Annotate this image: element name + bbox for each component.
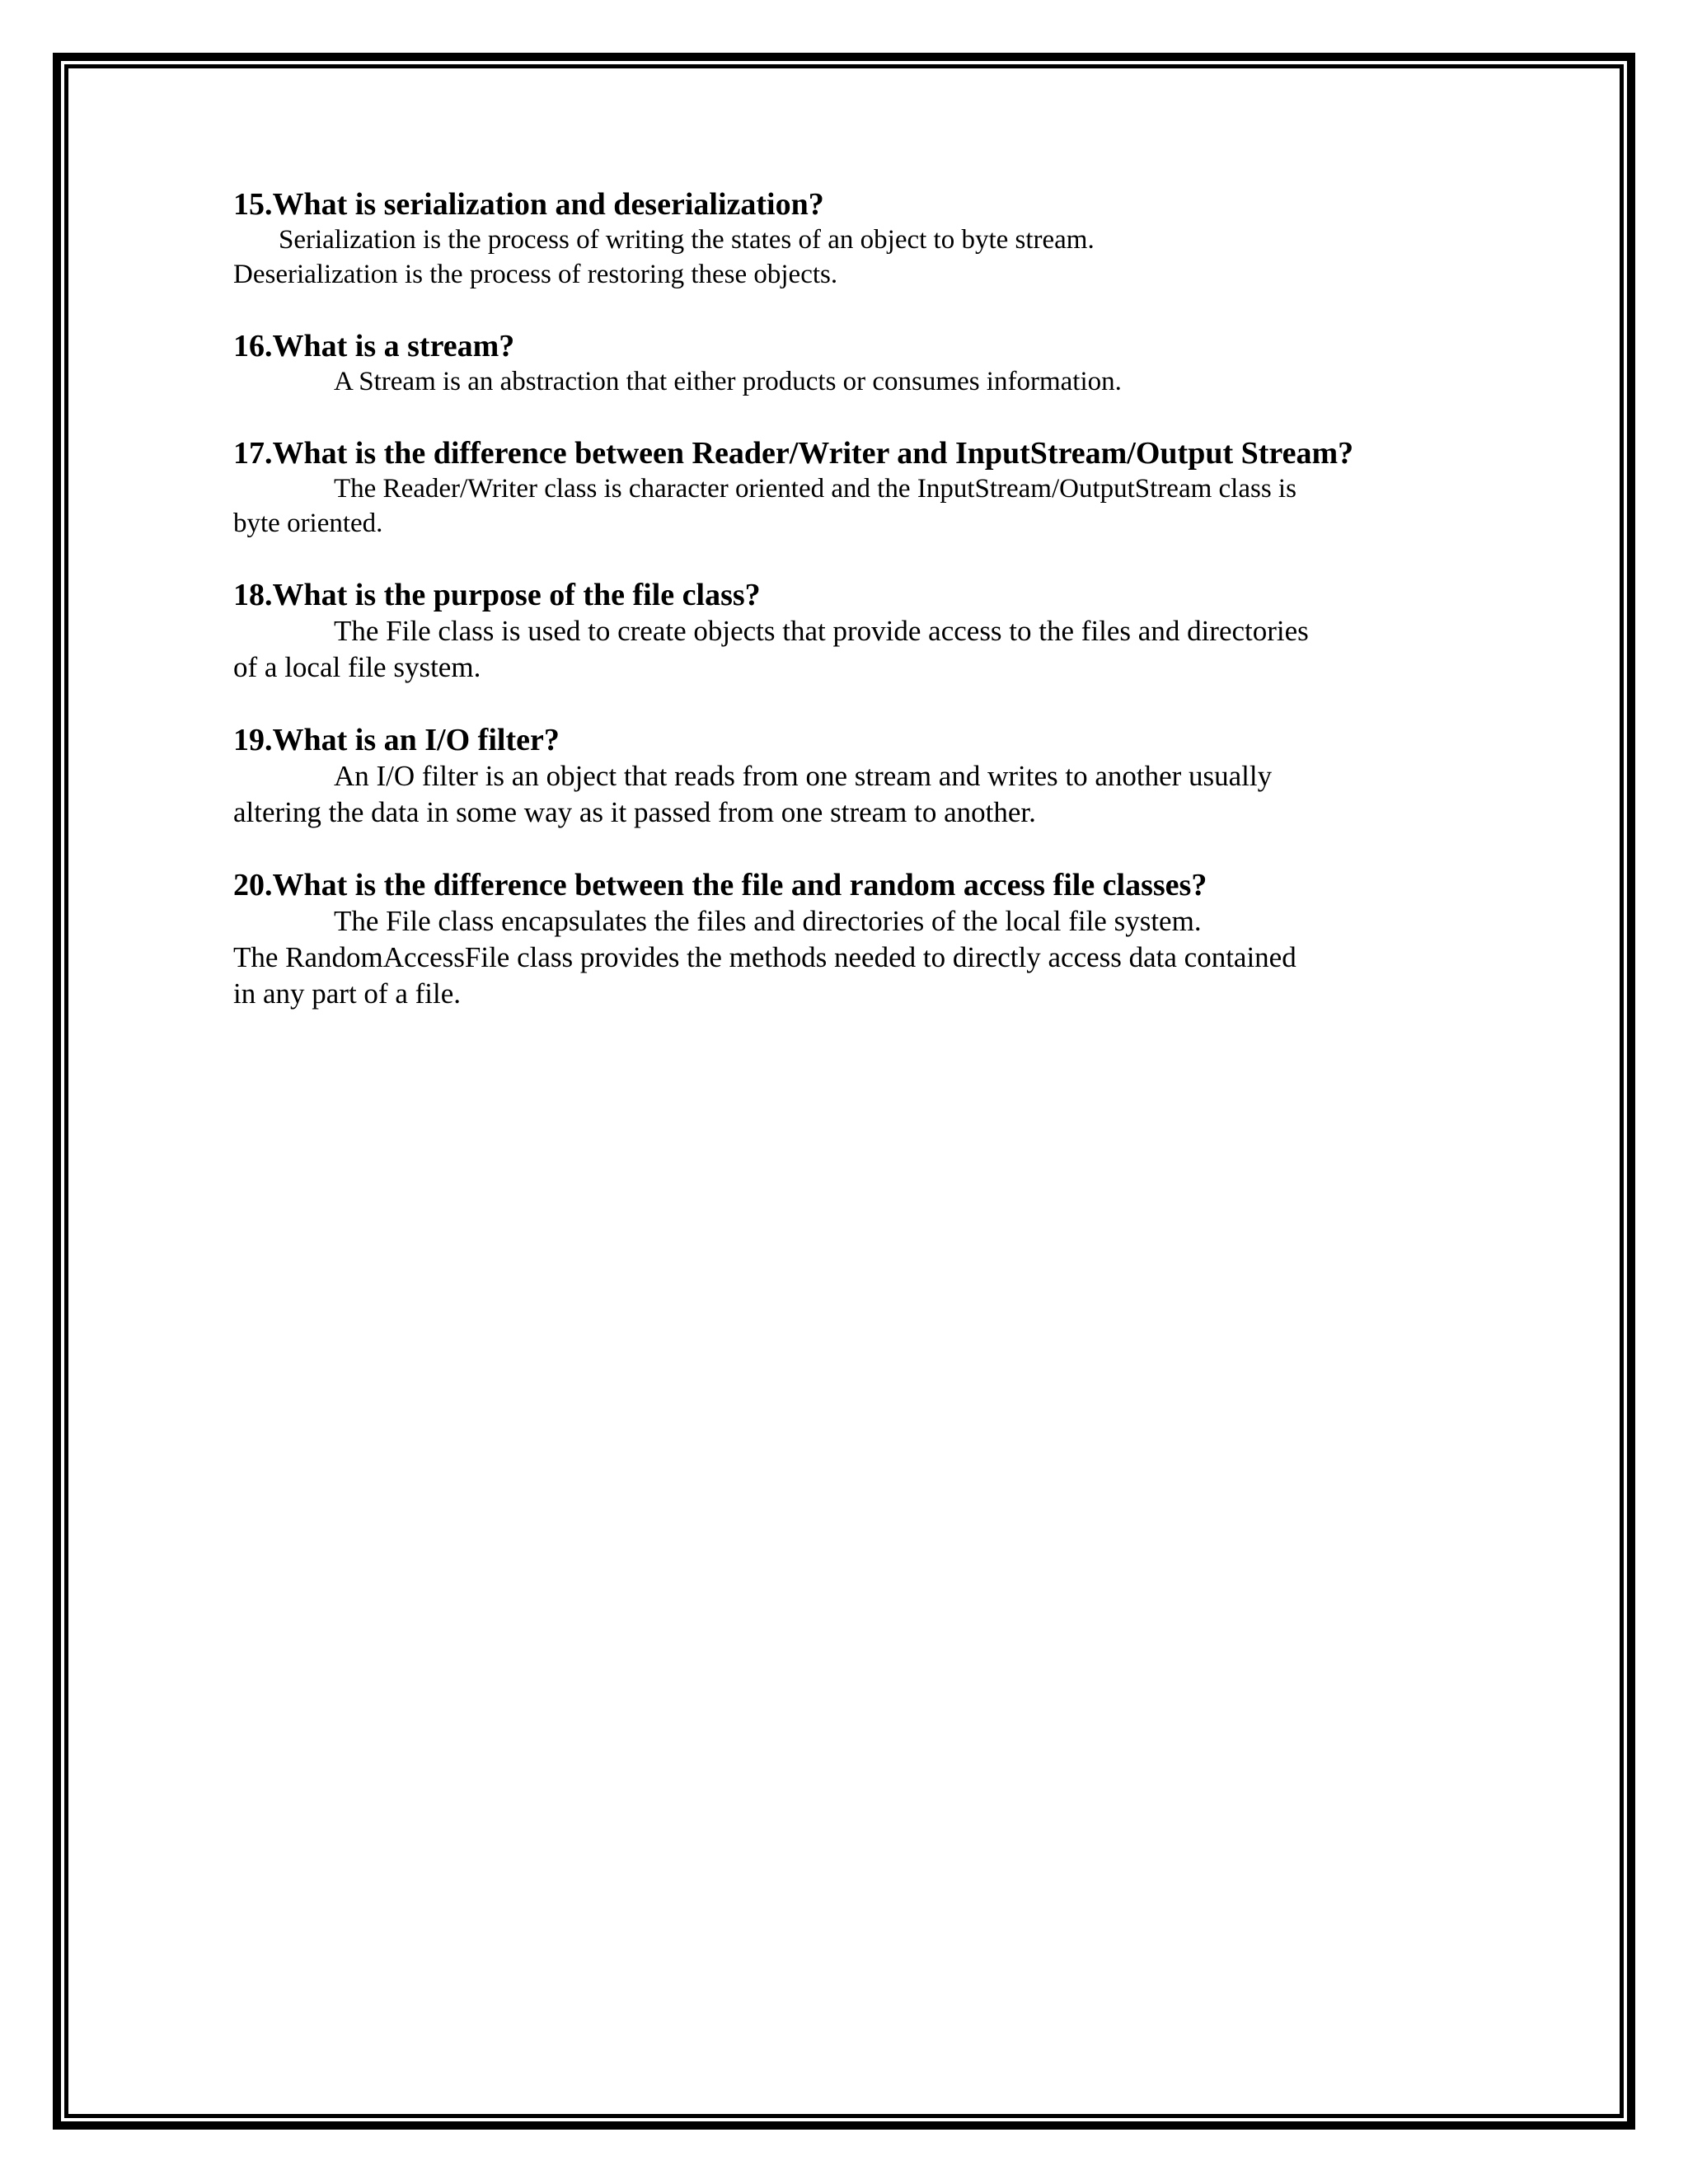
answer-line: A Stream is an abstraction that either products or consumes information.: [334, 367, 1122, 396]
answer-line: of a local file system.: [233, 651, 481, 683]
question-heading: 17.What is the difference between Reader/Writer and InputStream/Output Stream?: [233, 436, 1354, 471]
qa-item-18: [233, 577, 1470, 686]
answer-text: [233, 471, 1470, 506]
answer-text: [233, 940, 1470, 976]
answer-text: [233, 649, 1470, 686]
answer-text: [233, 613, 1470, 649]
question-heading: 20.What is the difference between the file and random access file classes?: [233, 868, 1207, 902]
answer-text: [233, 257, 1470, 292]
answer-line: byte oriented.: [233, 509, 383, 538]
question-heading: 18.What is the purpose of the file class?: [233, 578, 761, 612]
answer-text: [233, 794, 1470, 831]
answer-text: [233, 364, 1470, 399]
answer-line: The Reader/Writer class is character oriented and the InputStream/OutputStream class is: [334, 474, 1296, 504]
answer-line: The RandomAccessFile class provides the methods needed to directly access data contained: [233, 941, 1296, 973]
question-heading: 19.What is an I/O filter?: [233, 723, 560, 757]
answer-line: The File class is used to create objects that provide access to the files and directories: [334, 615, 1309, 647]
answer-line: in any part of a file.: [233, 977, 462, 1010]
answer-text: [233, 223, 1470, 257]
answer-text: [233, 976, 1470, 1012]
qa-item-19: [233, 722, 1470, 831]
answer-text: [233, 506, 1470, 541]
answer-line: altering the data in some way as it passed from one stream to another.: [233, 796, 1036, 828]
document-body: [233, 186, 1470, 1048]
answer-line: An I/O filter is an object that reads from one stream and writes to another usually: [334, 760, 1273, 792]
answer-line: Deserialization is the process of restoring these objects.: [233, 260, 838, 289]
answer-line: Serialization is the process of writing the states of an object to byte stream.: [279, 225, 1095, 255]
question-heading: 16.What is a stream?: [233, 329, 515, 363]
answer-text: [233, 903, 1470, 940]
qa-item-20: [233, 867, 1470, 1012]
answer-text: [233, 758, 1470, 794]
question-heading: 15.What is serialization and deserialization?: [233, 187, 824, 222]
qa-item-17: [233, 435, 1470, 541]
qa-item-16: [233, 328, 1470, 399]
qa-item-15: [233, 186, 1470, 292]
answer-line: The File class encapsulates the files and directories of the local file system.: [334, 905, 1202, 937]
